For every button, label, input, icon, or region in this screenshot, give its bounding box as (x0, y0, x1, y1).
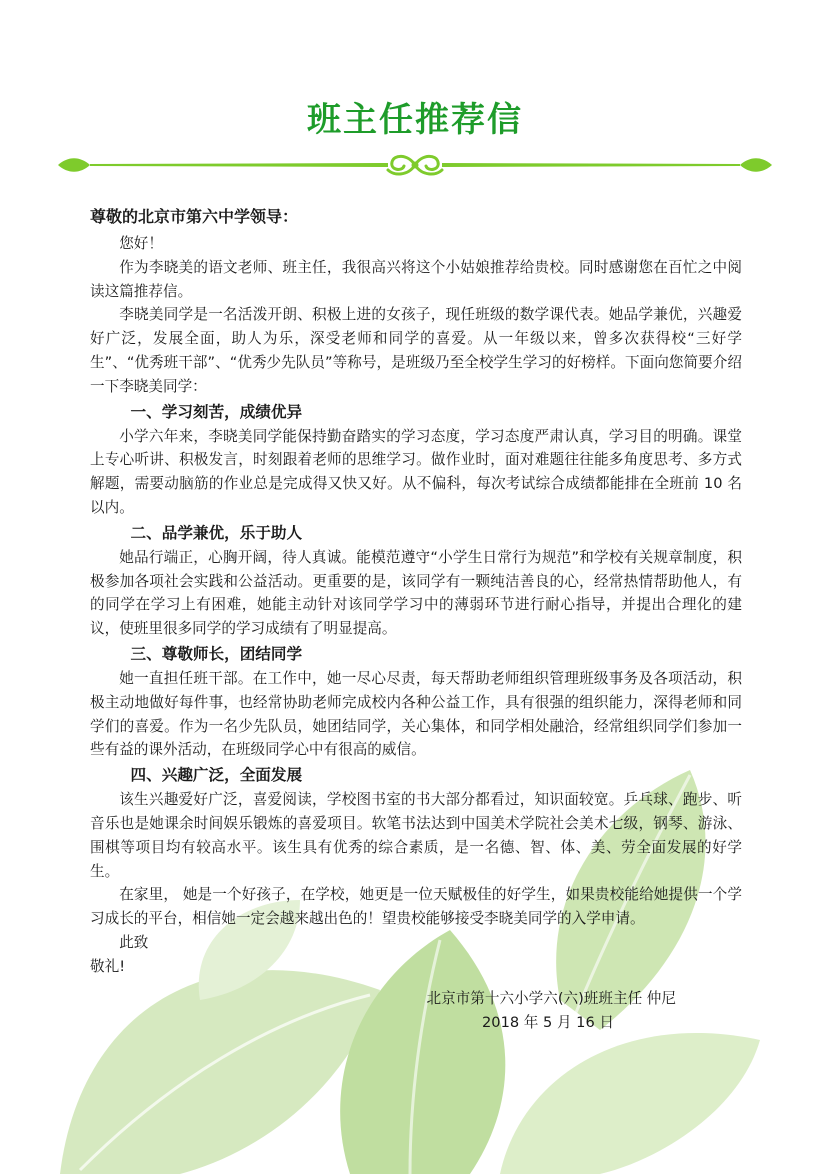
ornament-divider (58, 148, 772, 182)
signature-block (90, 987, 742, 1035)
conclusion-paragraph: 在家里， 她是一个好孩子，在学校，她更是一位天赋极佳的好学生，如果贵校能给她提供一个学习成长的平台，相信她一定会越来越出色的！望贵校能够接受李晓美同学的入学申请。 (90, 886, 742, 928)
section-heading-2: 二、品学兼优，乐于助人 (130, 523, 303, 542)
divider-center-dot (412, 162, 419, 169)
divider-left-line (90, 163, 388, 167)
signature-date: 2018 年 5 月 16 日 (482, 1013, 614, 1031)
section-body-2: 她品行端正，心胸开阔，待人真诚。能模范遵守“小学生日常行为规范”和学校有关规章制度，积极参加各项社会实践和公益活动。更重要的是，该同学有一颗纯洁善良的心，经常热情帮助他人，有的同学在学习上有困难，她能主动针对该同学学习中的薄弱环节进行耐心指导，并提出合理化的建议，使班里很多同学的学习成绩有了明显提高。 (90, 548, 742, 638)
divider-right-leaf (740, 158, 772, 172)
divider-right-line (442, 163, 740, 167)
closing-line-2: 敬礼! (90, 957, 126, 975)
divider-left-leaf (58, 158, 90, 172)
section-heading-4: 四、兴趣广泛，全面发展 (130, 766, 303, 785)
section-body-4: 该生兴趣爱好广泛，喜爱阅读，学校图书室的书大部分都看过，知识面较宽。乒乓球、跑步、听音乐也是她课余时间娱乐锻炼的喜爱项目。软笔书法达到中国美术学院社会美术七级，钢琴、游泳、围棋等项目均有较高水平。该生具有优秀的综合素质，是一名德、智、体、美、劳全面发展的好学生。 (90, 791, 742, 880)
salutation: 尊敬的北京市第六中学领导： (90, 207, 299, 226)
section-heading-1: 一、学习刻苦，成绩优异 (130, 402, 303, 421)
intro-paragraph-1: 作为李晓美的语文老师、班主任，我很高兴将这个小姑娘推荐给贵校。同时感谢您在百忙之中阅读这篇推荐信。 (90, 258, 742, 300)
closing-line-1: 此致 (119, 933, 149, 951)
intro-paragraph-2: 李晓美同学是一名活泼开朗、积极上进的女孩子，现任班级的数学课代表。她品学兼优，兴趣爱好广泛，发展全面，助人为乐，深受老师和同学的喜爱。从一年级以来，曾多次获得校“三好学生”、“优秀班干部”、“优秀少先队员”等称号，是班级乃至全校学生学习的好榜样。下面向您简要介绍一下李晓美同学： (90, 306, 742, 395)
section-heading-3: 三、尊敬师长，团结同学 (130, 644, 303, 663)
page-title: 班主任推荐信 (307, 100, 523, 140)
letter-body (90, 204, 742, 1035)
signature: 北京市第十六小学六(六)班班主任 仲尼 (426, 989, 676, 1007)
greeting: 您好！ (119, 235, 163, 252)
leaf-right-lower (500, 1033, 760, 1174)
section-body-1: 小学六年来，李晓美同学能保持勤奋踏实的学习态度，学习态度严肃认真，学习目的明确。课堂上专心听讲、积极发言，时刻跟着老师的思维学习。做作业时，面对难题往往能多角度思考、多方式解题，需要动脑筋的作业总是完成得又快又好。从不偏科，每次考试综合成绩都能排在全班前 10 名以内。 (90, 427, 742, 516)
section-body-3: 她一直担任班干部。在工作中，她一尽心尽责，每天帮助老师组织管理班级事务及各项活动，积极主动地做好每件事，也经常协助老师完成校内各种公益工作，具有很强的组织能力，深得老师和同学们的喜爱。作为一名少先队员，她团结同学，关心集体，和同学相处融洽，经常组织同学们参加一些有益的课外活动，在班级同学心中有很高的威信。 (90, 669, 742, 759)
